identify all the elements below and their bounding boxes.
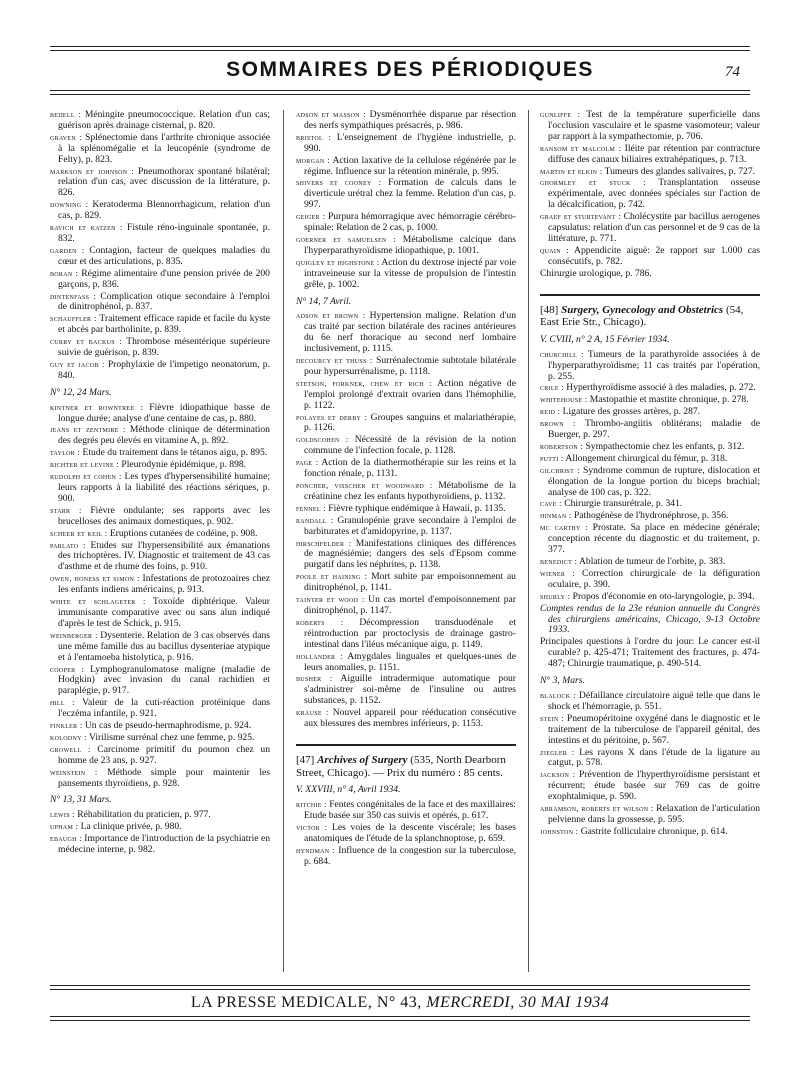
article-title: Transplantation osseuse expérimentale, avec données spéciales sur l'action de la décalcification, p. 742. [548,177,760,211]
article-entry [296,110,516,132]
column-divider [283,110,284,972]
article-author: kolodny : [50,732,87,742]
article-entry [296,652,516,674]
article-entry [540,246,760,268]
congress-note: Comptes rendus de la 23e réunion annuelle du Congrès des chirurgiens américains, Chicago, 9-13 Octobre 1933. [540,602,760,636]
article-entry [50,403,270,425]
article-author: weinberger : [50,630,98,640]
article-title: Correction chirurgicale de la défiguration oculaire, p. 390. [548,567,760,590]
article-author: upham : [50,822,79,832]
page-number: 74 [725,64,740,80]
article-entry [540,407,760,418]
article-author: stein : [540,713,564,723]
article-author: poole et haining : [296,572,368,582]
column-2 [296,110,516,868]
article-entry [50,721,270,732]
article-title: Action négative de l'emploi prolongé d'extrait ovarien dans l'hémophilie, p. 1122. [304,377,516,411]
article-author: graef et sturtevant : [540,212,621,222]
article-title: Virilisme surrénal chez une femme, p. 925. [89,731,255,743]
article-author: johnston : [540,826,579,836]
article-author: owen, honess et simon : [50,574,140,584]
article-title: Prophylaxie de l'impetigo neonatorum, p. 840. [58,358,270,381]
article-author: poncher, visscher et woodward : [296,481,433,490]
article-title: Iléite par rétention par contracture diffuse des canaux biliaires extrahépatiques, p. 713. [548,142,760,165]
article-title: Complication otique secondaire à l'emploi de dinitrophénol, p. 837. [58,290,271,313]
article-author: adson et masson : [296,110,367,119]
article-title: Ablation de tumeur de l'orbite, p. 383. [578,556,726,567]
article-entry [540,454,760,465]
article-title: Etude du traitement dans le tétanos aigu, p. 895. [82,447,268,459]
journal-number: [48] [540,303,559,316]
article-entry [296,823,516,845]
article-entry [540,178,760,211]
article-title: Tumeurs des glandes salivaires, p. 727. [604,165,756,177]
article-entry [296,846,516,868]
article-author: wiener : [540,568,575,578]
article-entry [50,597,270,630]
article-entry [540,212,760,245]
article-entry [296,481,516,503]
article-entry [296,258,516,291]
page-title: SOMMAIRES DES PÉRIODIQUES [226,58,594,81]
article-title: Granulopénie grave secondaire à l'emploi de barbiturates et d'amidopyrine, p. 1137. [304,514,516,537]
article-entry [540,523,760,556]
article-entry [296,311,516,355]
article-title: Régime alimentaire d'une pension privée de 200 garçons, p. 836. [58,267,270,290]
article-entry [50,472,270,505]
column-1 [50,110,270,857]
article-author: fennel : [296,503,326,513]
journal-number: [47] [296,753,315,766]
issue-heading: N° 14, 7 Avril. [296,295,352,307]
article-entry [296,435,516,457]
article-entry [50,360,270,382]
article-author: rudolph et cohen : [50,472,122,482]
article-author: brown : [540,419,576,429]
article-title: Etudes sur l'hypersensibilité aux émanations des trichoptères. IV. Diagnostic et traitement de 43 cas d'asthme et de rhume des foins, p. 910. [58,539,270,573]
article-title: Manifestations cliniques des différences de magnésiémie; dangers des sels d'Epsom comme purgatif dans les néphrites, p. 1138. [304,537,517,571]
article-author: hollander : [296,651,343,661]
article-title: Prévention de l'hyperthyroïdisme persistant et récurrent; étude basée sur 769 cas de goitre exophtalmique, p. 590. [548,769,760,803]
article-title: Défaillance circulatoire aiguë telle que dans le shock et l'hémorragie, p. 551. [548,689,760,712]
article-title: Prostate. Sa place en médecine générale; conception récente du diagnostic et du traitement, p. 377. [548,522,760,556]
article-entry [50,631,270,664]
article-entry [540,557,760,568]
article-title: Fentes congénitales de la face et des maxillaires: Etude basée sur 350 cas suivis et opérés, p. 617. [304,799,516,821]
article-title: Action de la diathermothérapie sur les reins et la fonction rénale, p. 1131. [304,457,516,480]
entry-list [50,810,270,856]
article-entry [50,167,270,200]
article-entry [50,223,270,245]
entry-list [540,350,760,603]
article-author: white et schlageter : [50,597,146,607]
article-author: abramson, roberts et wilson : [540,804,654,814]
article-author: cooper : [50,664,85,674]
article-entry [296,539,516,572]
article-title: Hypertension maligne. Relation d'un cas traité par section bilatérale des racines antérieures du 6e nerf thoracique au second nerf lombaire inclusivement, p. 1115. [304,310,516,355]
article-entry [296,674,516,707]
article-entry [540,144,760,166]
article-entry [50,665,270,698]
article-title: Fistule réno-inguinale spontanée, p. 832. [58,222,270,244]
article-entry [50,448,270,459]
article-title: Dysenterie. Relation de 3 cas observés dans une même famille dus au bacillus dysenteriae atypique et à l'entamoeba histolytica, p. 916. [58,629,270,663]
article-author: page : [296,458,319,468]
journal-info: (535, North Dearborn Street, Chicago). — Prix du numéro : 85 cents. [296,753,506,779]
article-author: decourcy et thuss : [296,356,373,366]
article-author: krause : [296,708,329,718]
entry-list [296,800,516,867]
article-entry [50,246,270,268]
article-author: starr : [50,505,82,515]
article-title: Formation de calculs dans le diverticule urétral chez la femme. Relation d'un cas, p. 997. [304,177,516,211]
article-entry [540,499,760,510]
footer-date: MERCREDI, 30 MAI 1934 [426,994,610,1011]
article-author: blalock : [540,690,576,700]
article-author: markson et johnson : [50,166,134,176]
article-author: guy et jacob : [50,359,105,369]
article-title: Pathogénèse de l'hydronéphrose, p. 356. [573,510,729,522]
article-entry [540,419,760,441]
article-title: Les rayons X dans l'étude de la ligature au catgut, p. 578. [548,746,760,769]
article-title: Mastopathie et mastite chronique, p. 278. [589,394,749,406]
article-title: Fièvre idiopathique basse de longue durée; analyse d'une centaine de cas, p. 880. [58,401,270,424]
article-title: Toxoïde diphtérique. Valeur immunisante comparative avec ou sans alun indiqué d'après le test de Schick, p. 915. [58,596,270,629]
article-author: hirschfelder : [296,538,352,548]
footer-top-rule [50,985,750,990]
article-entry [50,822,270,833]
article-author: kintner et rowntree : [50,402,144,412]
article-author: graven : [50,132,82,142]
article-author: ritchie : [296,800,327,810]
article-title: Les types d'hypersensibilité humaine; leurs rapports à la liabilité des réactions sériques, p. 900. [58,471,270,504]
issue-heading: V. CVIII, n° 2 A, 15 Février 1934. [540,333,670,345]
article-author: martin et elkin : [540,166,603,176]
article-author: putti : [540,453,564,463]
article-author: downing : [50,200,89,210]
article-entry [540,770,760,803]
issue-heading: V. XXVIII, n° 4, Avril 1934. [296,784,401,796]
article-title: Nécessité de la révision de la notion commune de l'infection focale, p. 1128. [304,434,516,457]
article-entry [296,133,516,155]
article-title: Métabolisme de la créatinine chez les enfants hypothyroïdiens, p. 1132. [304,480,516,502]
article-title: Mort subite par empoisonnement au dinitrophénol, p. 1141. [304,571,516,594]
article-author: cave : [540,499,562,509]
entry-list [540,691,760,838]
article-title: Lymphogranulomatose maligne (maladie de Hodgkin) avec invasion du canal rachidien et paraplégie, p. 917. [58,663,270,697]
article-author: hill : [50,698,75,708]
article-entry [50,529,270,540]
article-author: morgan : [296,155,331,165]
issue-heading: N° 12, 24 Mars. [50,386,112,398]
article-entry [50,506,270,528]
article-author: jeans et zentmire : [50,425,126,435]
article-entry [540,395,760,406]
article-title: Hyperthyroïdisme associé à des maladies, p. 272. [566,382,756,394]
article-title: Thrombose mésentérique supérieure suivie de guérison, p. 839. [58,336,271,359]
article-title: Purpura hémorragique avec hémorragie cérébro-spinale: Relation de 2 cas, p. 1000. [304,211,516,234]
article-entry [540,804,760,826]
article-entry [50,425,270,447]
article-author: adson et brown : [296,311,366,321]
article-title: L'enseignement de l'hygiène industrielle, p. 990. [304,131,516,154]
article-author: goldscohen : [296,435,349,445]
article-author: curry et backus : [50,337,122,347]
article-author: parlato : [50,540,86,550]
article-entry [50,810,270,821]
article-author: schauffler : [50,314,97,324]
article-author: roberts : [296,617,344,627]
article-entry [50,110,270,132]
article-title: Relaxation de l'articulation pelvienne dans la grossesse, p. 595. [548,803,761,825]
article-entry [296,595,516,617]
article-entry [540,167,760,178]
article-author: boran : [50,268,79,278]
article-entry [540,748,760,770]
article-title: Décompression transduodénale et réintroduction par proctoclysis de drainage gastro-intestinal dans l'iléus mécanique aigu, p. 1149. [304,616,516,650]
article-title: Action laxative de la cellulose régénérée par le régime. Influence sur la rétention minérale, p. 995. [304,154,516,177]
article-title: Chirurgie transurétrale, p. 341. [564,498,683,510]
article-author: lewis : [50,810,75,820]
article-entry [50,200,270,222]
column-divider [528,110,529,972]
article-title: Carcinome primitif du poumon chez un homme de 23 ans, p. 927. [58,743,270,766]
article-title: Infestations de protozoaires chez les enfants indiens américains, p. 913. [58,573,270,596]
header-double-rule [50,90,750,95]
footer-line [0,994,800,1012]
article-author: tainter et wood : [296,595,365,605]
article-title: Un cas de pseudo-hermaphrodisme, p. 924. [84,720,252,732]
journal-name: Archives of Surgery [317,753,408,766]
article-title: Action du dextrose injecté par voie intraveineuse sur la vitesse de propulsion de l'intestin grêle, p. 1002. [304,256,516,290]
article-title: Les voies de la descente viscérale; les bases anatomiques de l'étude de la splanchnoptose, p. 659. [304,821,516,844]
article-title: Test de la température superficielle dans l'occlusion vasculaire et le spasme vasomoteur; valeur par rapport à la sympathectomie, p. 706. [548,109,761,142]
article-entry [540,110,760,143]
entry-list [50,110,270,382]
article-entry [296,156,516,178]
article-entry [540,383,760,394]
article-title: Pleurodynie épidémique, p. 898. [121,459,247,471]
footer-bottom-rule [50,1016,750,1021]
article-author: quigley et highstone : [296,257,380,267]
article-author: randall : [296,515,334,525]
article-entry [296,413,516,435]
article-author: benedict : [540,557,578,566]
article-title: Méningite pneumococcique. Relation d'un cas; guérison après drainage cisternal, p. 820. [58,109,270,131]
congress-topics: Principales questions à l'ordre du jour: Le cancer est-il curable? p. 425-471; Traitement des fractures, p. 474-487; Chirurgie traumatique, p. 490-514. [540,636,760,670]
article-title: Dysménorrhée disparue par résection des nerfs sympathiques présacrés, p. 986. [304,109,516,131]
article-entry [296,356,516,378]
article-entry [296,235,516,257]
issue-heading: N° 3, Mars. [540,675,585,687]
article-author: geiger : [296,212,326,222]
article-entry [50,269,270,291]
article-title: Keratoderma Blennorrhagicum, relation d'un cas, p. 829. [58,199,270,222]
entry-list [540,110,760,268]
article-author: whitehouse : [540,395,588,405]
article-entry [540,511,760,522]
article-title: Surrénalectomie subtotale bilatérale pour hypersurrénalisme, p. 1118. [304,355,516,377]
article-author: churchill : [540,349,584,359]
article-entry [296,504,516,515]
article-entry [296,572,516,594]
article-author: ravich et katzen : [50,223,123,233]
article-author: ransom et malcolm : [540,143,622,153]
article-title: Amygdales linguales et quelques-unes de leurs anomalies, p. 1151. [304,650,516,673]
article-title: Valeur de la cuti-réaction protéinique dans l'eczéma infantile, p. 921. [58,697,270,720]
article-title: Pneumothorax spontané bilatéral; relation d'un cas, avec discussion de la littérature, p. 826. [58,165,271,199]
article-entry [296,212,516,234]
article-author: bristol : [296,132,332,142]
article-title: Méthode simple pour maintenir les pansements thyroïdiens, p. 928. [58,766,270,789]
article-author: ziegler : [540,747,575,757]
article-entry [540,714,760,747]
article-title: Importance de l'introduction de la psychiatrie en médecine interne, p. 982. [58,833,271,856]
article-author: garden : [50,245,85,255]
article-author: dintenfass : [50,291,97,301]
article-author: crile : [540,383,564,393]
article-entry [296,708,516,730]
article-author: weinstein : [50,767,98,777]
article-title: Tumeurs de la parathyroïde associées à de l'hyperparathyroïdisme; 11 cas traités par l'opération, p. 255. [548,348,761,382]
journal-info: (54, East Erie Str., Chicago). [540,303,744,329]
column-3 [540,110,760,839]
article-author: growell : [50,744,91,754]
journal-heading [296,744,516,779]
article-title: Allongement chirurgical du fémur, p. 318. [565,452,728,464]
article-entry [50,768,270,790]
article-author: richter et levine : [50,460,119,470]
article-title: Sympathectomie chez les enfants, p. 312. [585,440,745,452]
entry-list [296,110,516,291]
article-entry [296,618,516,651]
article-author: ghormley et stuck : [540,178,646,188]
article-title: Gastrite folliculaire chronique, p. 614. [580,825,728,837]
article-title: Traitement efficace rapide et facile du kyste et abcès par bartholinite, p. 839. [58,313,270,336]
article-entry [540,466,760,499]
article-title: Pneumopéritoine oxygéné dans le diagnostic et le traitement de la tuberculose de l'appareil génital, des intestins et du péritoine, p. 567. [548,712,760,746]
journal-heading [540,294,760,329]
article-entry [540,350,760,383]
article-title: Aiguille intradermique automatique pour s'administrer soi-même de l'insuline ou autres substances, p. 1152. [304,673,516,707]
note-line: Chirurgie urologique, p. 786. [540,267,652,279]
article-entry [50,834,270,856]
article-title: Groupes sanguins et malariathérapie, p. 1126. [304,411,516,434]
article-title: Syndrome commun de rupture, dislocation et élongation de la longue portion du biceps brachial; analyse de 100 cas, p. 322. [548,464,761,498]
article-title: Influence de la congestion sur la tuberculose, p. 684. [304,844,516,867]
entry-list [50,403,270,790]
article-entry [540,827,760,838]
article-entry [50,133,270,166]
article-entry [540,592,760,603]
article-title: Thrombo-angiitis oblitérans; maladie de Buerger, p. 297. [548,418,760,441]
article-entry [296,458,516,480]
article-author: gunliffe : [540,110,581,119]
article-author: polayes et derby : [296,412,368,422]
article-title: Propos d'économie en oto-laryngologie, p. 394. [572,590,755,602]
article-entry [50,337,270,359]
article-entry [50,745,270,767]
top-double-rule [50,46,750,51]
article-entry [540,569,760,591]
article-entry [296,516,516,538]
article-entry [50,698,270,720]
article-entry [50,292,270,314]
article-entry [296,178,516,211]
article-entry [296,800,516,822]
article-author: gilchrist : [540,465,580,475]
article-author: taylor : [50,448,81,458]
article-entry [50,460,270,471]
article-title: Nouvel appareil pour rééducation consécutive aux blessures des membres inférieurs, p. 1153. [304,707,516,730]
article-entry [50,733,270,744]
article-entry [50,541,270,574]
article-title: Appendicite aiguë: 2e rapport sur 1.000 cas consécutifs, p. 782. [548,244,760,267]
entry-list [296,311,516,730]
article-title: Fièvre ondulante; ses rapports avec les brucelloses des animaux domestiques, p. 902. [58,504,270,527]
article-title: Ligature des grosses artères, p. 287. [562,406,701,418]
article-author: quain : [540,245,570,255]
article-title: Méthode clinique de détermination des degrés peu élevés en vitamine A, p. 892. [58,424,270,447]
article-author: robertson : [540,441,584,451]
article-author: shurly : [540,591,571,601]
article-title: Cholécystite par bacillus aerogenes capsulatus: relation d'un cas personnel et de 9 cas de la littérature, p. 771. [548,211,760,244]
footer-journal: LA PRESSE MEDICALE, N° 43, [190,994,427,1011]
issue-heading: N° 13, 31 Mars. [50,794,112,806]
article-author: reid : [540,407,561,417]
article-title: Eruptions cutanées de codéine, p. 908. [109,527,258,539]
article-author: hinman : [540,511,572,521]
article-entry [540,691,760,713]
article-author: scheer et keil : [50,528,108,538]
article-title: Splénectomie dans l'arthrite chronique associée à la splénomégalie et la leucopénie (syndrome de Felty), p. 823. [58,131,270,165]
article-entry [296,379,516,412]
article-title: Métabolisme calcique dans l'hyperparathyroïdisme idiopathique, p. 1001. [304,233,516,256]
article-author: goerner et samuelsen : [296,234,397,244]
article-author: mc carthy : [540,523,588,533]
article-title: Fièvre typhique endémique à Hawaii, p. 1135. [328,502,506,514]
article-author: stetson, forkner, chew et rich : [296,378,433,388]
article-author: busher : [296,674,333,684]
article-entry [540,442,760,453]
article-entry [50,574,270,596]
article-title: Contagion, facteur de quelques maladies du cœur et des articulations, p. 835. [58,244,270,267]
article-entry [50,314,270,336]
article-title: Un cas mortel d'empoisonnement par dinitrophénol, p. 1147. [304,594,516,616]
article-author: ebaugh : [50,834,82,844]
article-author: hyndman : [296,845,336,855]
journal-name: Surgery, Gynecology and Obstetrics [561,303,724,316]
article-author: bedell : [50,110,82,119]
article-author: shivers et cooney : [296,178,382,188]
article-title: Réhabilitation du praticien, p. 977. [77,809,211,821]
article-author: victor : [296,822,328,832]
article-title: La clinique privée, p. 980. [80,821,182,833]
article-author: jackson : [540,770,576,780]
article-author: finkler : [50,721,83,731]
